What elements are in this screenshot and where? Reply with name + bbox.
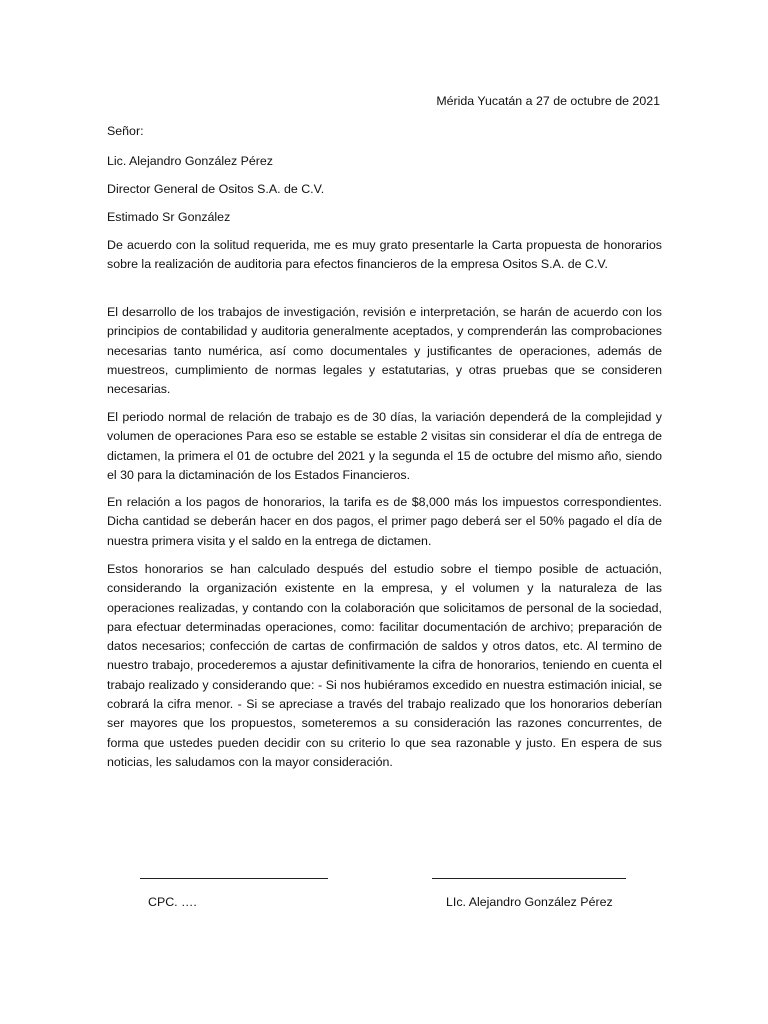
recipient-name: Lic. Alejandro González Pérez	[107, 154, 273, 168]
paragraph-intro: De acuerdo con la solitud requerida, me es muy grato presentarle la Carta propuesta de honorarios sobre la realización de auditoria para efectos financieros de la empresa Ositos S.A. de C.V.	[107, 238, 662, 272]
letter-salutation: Señor:	[107, 124, 144, 138]
paragraph-fees: En relación a los pagos de honorarios, la tarifa es de $8,000 más los impuestos correspondientes. Dicha cantidad se deberán hacer en dos pagos, el primer pago deberá ser el 50% pagado el día de nuestra primera visita y el saldo en la entrega de dictamen.	[107, 495, 662, 548]
letter-greeting: Estimado Sr González	[107, 210, 231, 224]
recipient-title: Director General de Ositos S.A. de C.V.	[107, 182, 325, 196]
paragraph-schedule: El periodo normal de relación de trabajo es de 30 días, la variación dependerá de la complejidad y volumen de operaciones Para eso se estable se estable 2 visitas sin considerar el día de entrega de dictamen, la primera el 01 de octubre del 2021 y la segunda el 15 de octubre del mismo año, siendo el 30 para la dictaminación de los Estados Financieros.	[107, 410, 662, 482]
left-signature-line	[140, 878, 328, 879]
paragraph-terms: Estos honorarios se han calculado después del estudio sobre el tiempo posible de actuación, considerando la organización existente en la empresa, y el volumen y la naturaleza de las operaciones realizadas, y contando con la colaboración que solicitamos de personal de la sociedad, para efectuar determinadas operaciones, como: facilitar documentación de archivo; preparación de datos necesarios; confección de cartas de confirmación de saldos y otros datos, etc. Al termino de nuestro trabajo, procederemos a ajustar definitivamente la cifra de honorarios, teniendo en cuenta el trabajo realizado y considerando que: - Si nos hubiéramos excedido en nuestra estimación inicial, se cobrará la cifra menor. - Si se apreciase a través del trabajo realizado que los honorarios deberían ser mayores que los propuestos, someteremos a su consideración las razones concurrentes, de forma que ustedes pueden decidir con su criterio lo que sea razonable y justo. En espera de sus noticias, les saludamos con la mayor consideración.	[107, 562, 662, 769]
right-signature-line	[432, 878, 626, 879]
left-signer-name: CPC. ….	[148, 895, 197, 909]
paragraph-scope: El desarrollo de los trabajos de investigación, revisión e interpretación, se harán de acuerdo con los principios de contabilidad y auditoria generalmente aceptados, y comprenderán las comprobaciones necesarias tanto numérica, así como documentales y justificantes de operaciones, además de muestreos, cumplimiento de normas legales y estatutarias, y otras pruebas que se consideren necesarias.	[107, 305, 662, 397]
letter-date: Mérida Yucatán a 27 de octubre de 2021	[436, 94, 660, 108]
right-signer-name: LIc. Alejandro González Pérez	[446, 895, 613, 909]
